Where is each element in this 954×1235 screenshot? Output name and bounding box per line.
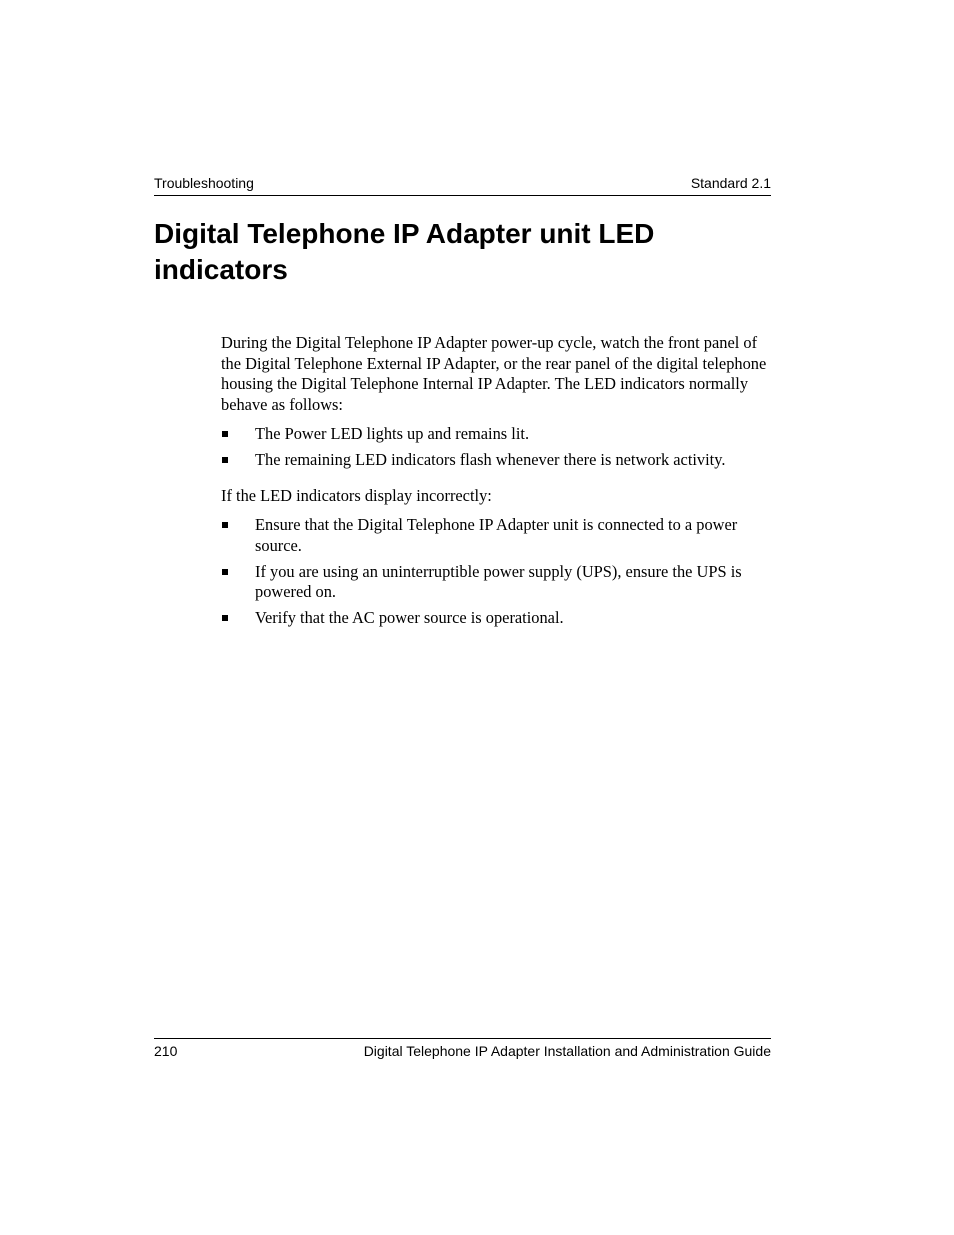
list-item (221, 562, 773, 603)
list-item (221, 424, 773, 445)
square-bullet-icon (222, 522, 228, 528)
incorrect-intro-paragraph: If the LED indicators display incorrectly: (221, 485, 492, 505)
list-item (221, 608, 773, 629)
page-title: Digital Telephone IP Adapter unit LED indicators (154, 218, 655, 285)
list-item-text: Verify that the AC power source is operational. (255, 608, 564, 627)
normal-behavior-list (221, 424, 773, 471)
header-version: Standard 2.1 (690, 175, 771, 191)
list-item-text: Ensure that the Digital Telephone IP Adapter unit is connected to a power source. (255, 515, 738, 555)
incorrect-steps-list (221, 515, 773, 629)
square-bullet-icon (222, 615, 228, 621)
page-header (154, 175, 771, 196)
list-item (221, 450, 773, 471)
list-item (221, 515, 773, 556)
list-item-text: The remaining LED indicators flash whenever there is network activity. (255, 450, 726, 469)
list-item-text: If you are using an uninterruptible power supply (UPS), ensure the UPS is powered on. (255, 561, 742, 601)
list-item-text: The Power LED lights up and remains lit. (255, 424, 530, 443)
page-footer (154, 1038, 771, 1063)
square-bullet-icon (222, 457, 228, 463)
guide-title: Digital Telephone IP Adapter Installation and Administration Guide (363, 1043, 771, 1059)
page-number: 210 (154, 1043, 178, 1059)
square-bullet-icon (222, 569, 228, 575)
header-section: Troubleshooting (154, 175, 254, 191)
page-body (221, 333, 773, 634)
square-bullet-icon (222, 431, 228, 437)
intro-paragraph: During the Digital Telephone IP Adapter power-up cycle, watch the front panel of the Digital Telephone External IP Adapter, or the rear panel of the digital telephone housing the Digital Telephone Internal IP Adapter. The LED indicators normally behave as follows: (221, 333, 767, 414)
